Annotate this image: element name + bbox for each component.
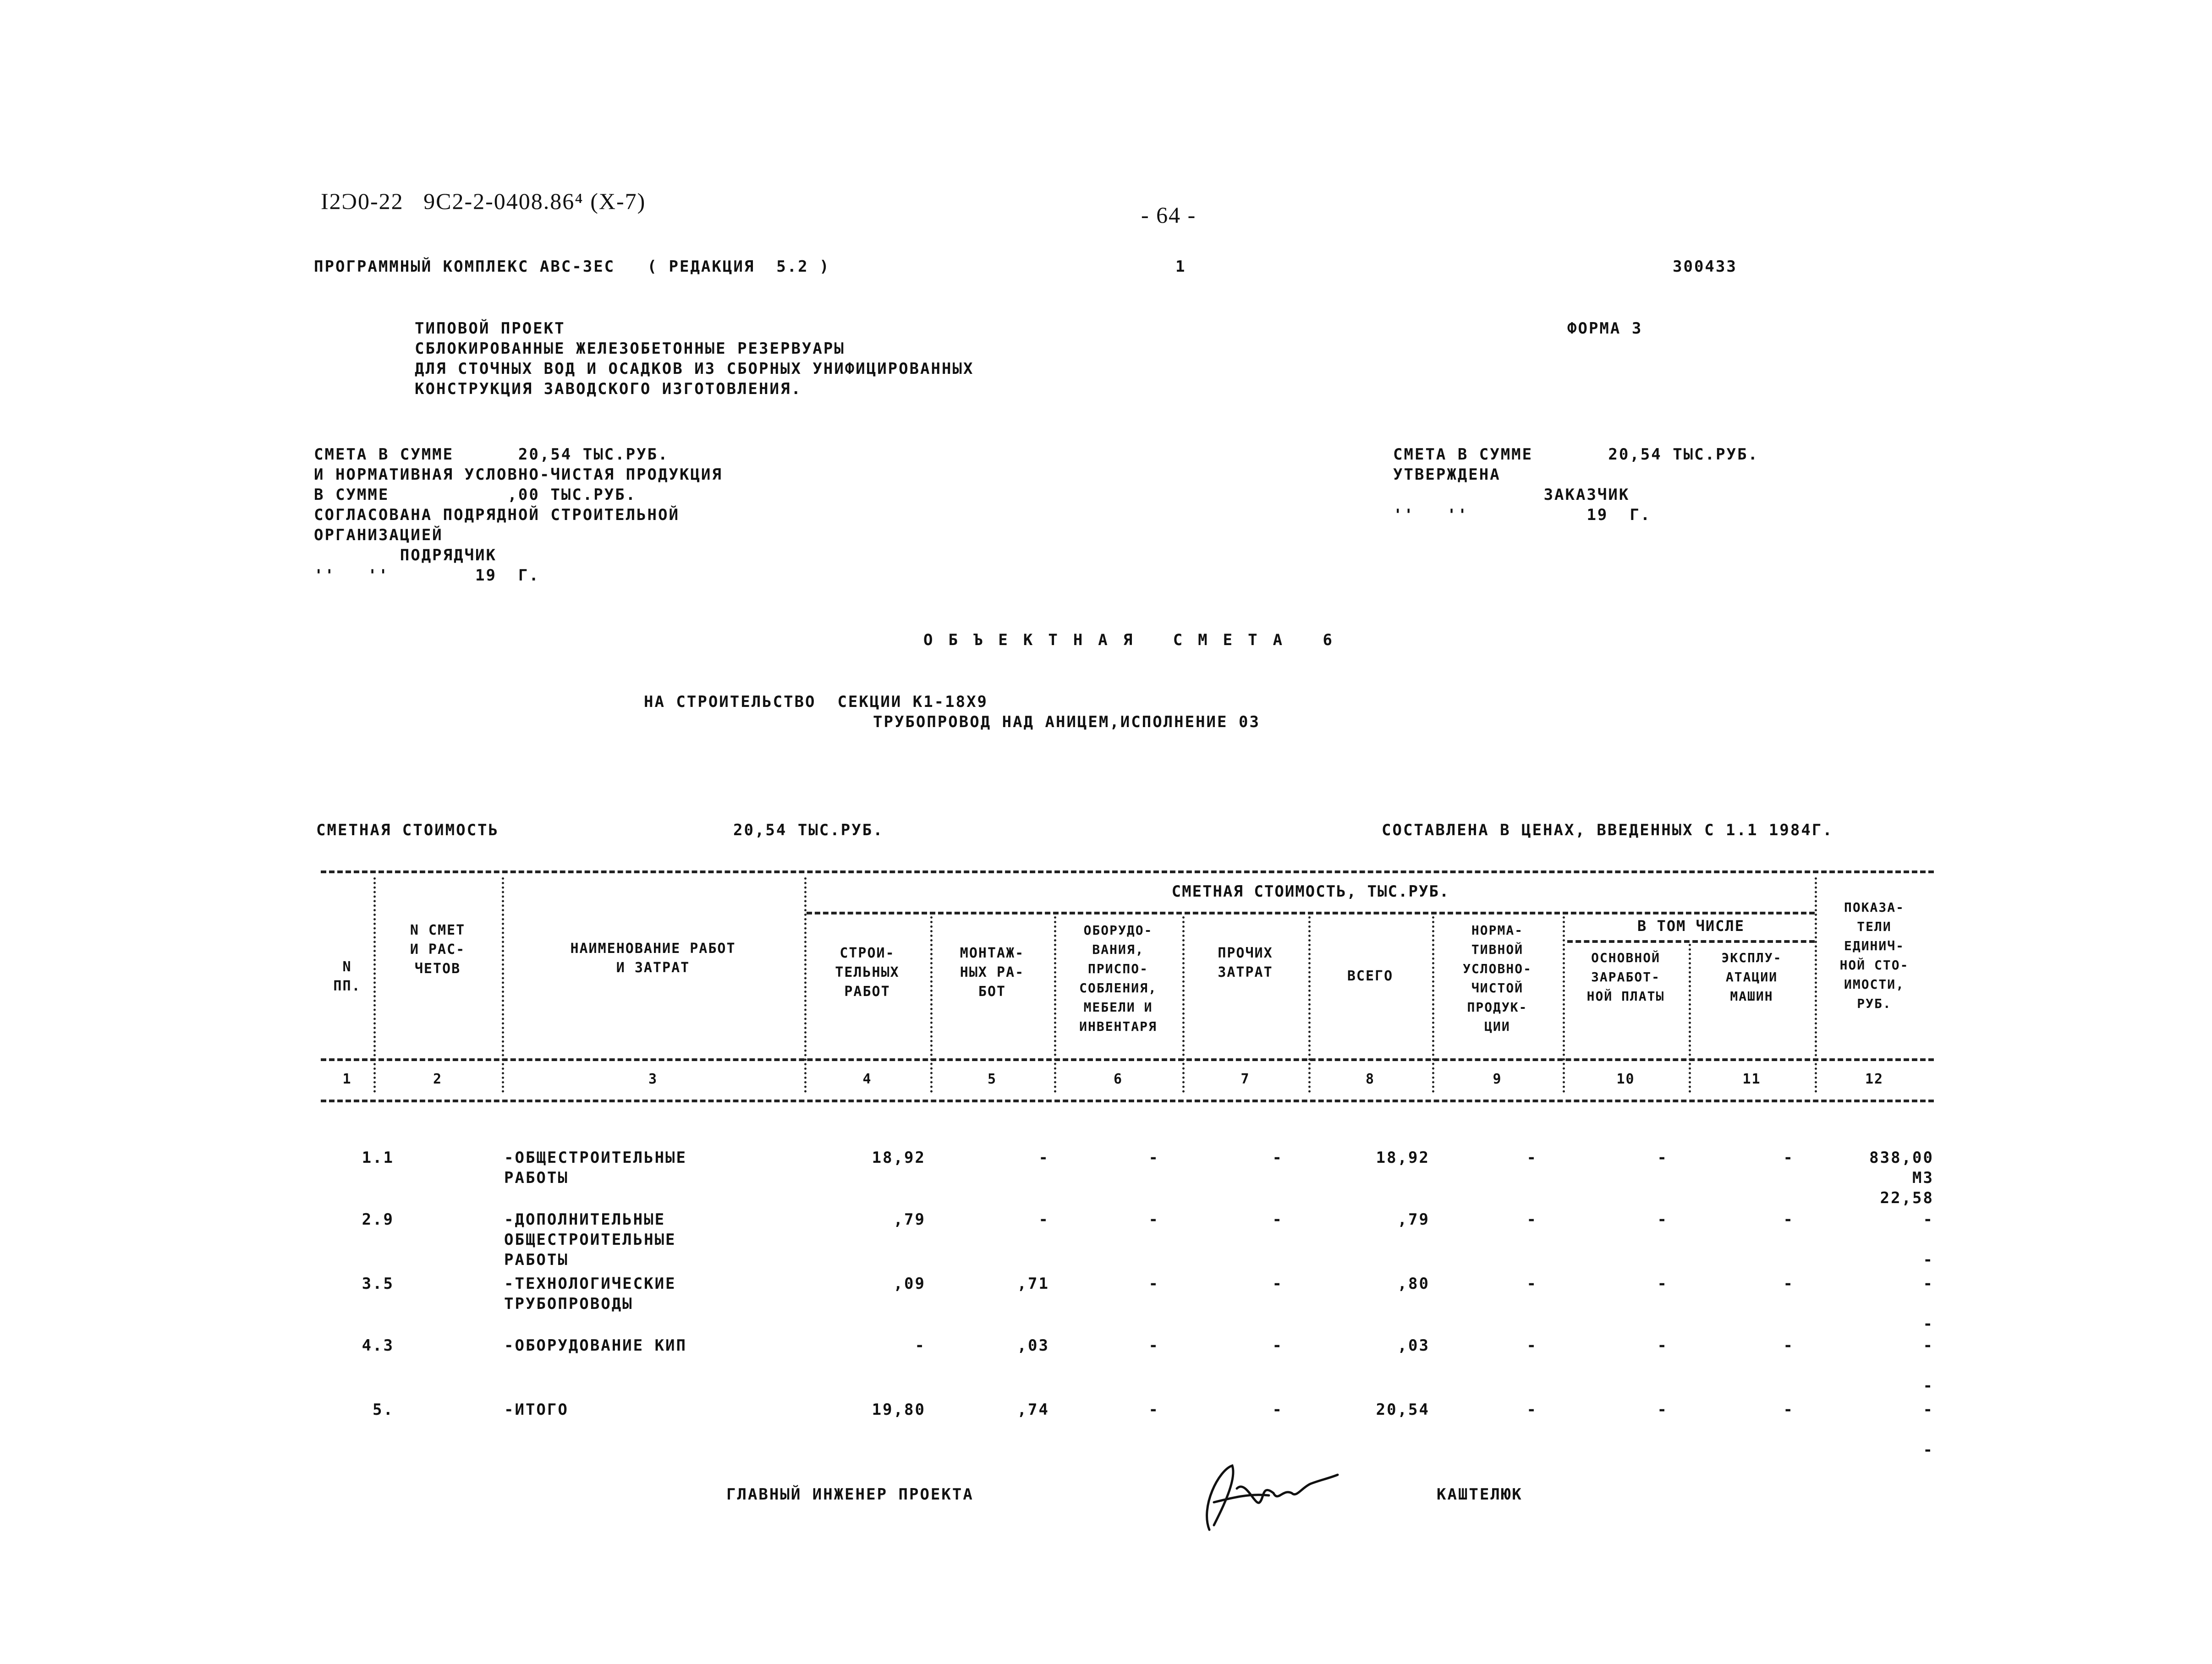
- prices-note: СОСТАВЛЕНА В ЦЕНАХ, ВВЕДЕННЫХ С 1.1 1984Г.: [1382, 821, 1833, 839]
- chief-engineer-label: ГЛАВНЫЙ ИНЖЕНЕР ПРОЕКТА: [726, 1485, 974, 1504]
- column-header-smeta: N СМЕТ И РАС- ЧЕТОВ: [410, 922, 466, 977]
- signature: [1173, 1443, 1338, 1535]
- left-approval-line: СМЕТА В СУММЕ 20,54 ТЫС.РУБ.: [314, 445, 669, 464]
- left-approval-line: '' '' 19 Г.: [314, 566, 540, 585]
- column-number: 9: [1493, 1071, 1502, 1087]
- left-approval-line: И НОРМАТИВНАЯ УСЛОВНО-ЧИСТАЯ ПРОДУКЦИЯ: [314, 465, 723, 484]
- program-page: 1: [1175, 257, 1186, 276]
- cell-construction: -: [915, 1336, 926, 1355]
- column-header-normative: НОРМА- ТИВНОЙ УСЛОВНО- ЧИСТОЙ ПРОДУК- ЦИИ: [1463, 923, 1532, 1034]
- cell-wages: -: [1657, 1336, 1668, 1355]
- cell-installation: -: [1038, 1149, 1049, 1167]
- cell-machines: -: [1783, 1275, 1794, 1293]
- table-rule-subgroup: [1567, 940, 1815, 943]
- cell-n: 5.: [373, 1401, 394, 1419]
- cell-name: -ОБЩЕСТРОИТЕЛЬНЫЕ РАБОТЫ: [504, 1149, 687, 1187]
- chief-engineer-name: КАШТЕЛЮК: [1437, 1485, 1523, 1504]
- cell-normative: -: [1526, 1149, 1537, 1167]
- cell-normative: -: [1526, 1336, 1537, 1355]
- project-line: КОНСТРУКЦИЯ ЗАВОДСКОГО ИЗГОТОВЛЕНИЯ.: [415, 380, 802, 398]
- table-group-header: СМЕТНАЯ СТОИМОСТЬ, ТЫС.РУБ.: [1171, 882, 1450, 901]
- column-number: 6: [1113, 1071, 1123, 1087]
- doc-number: 300433: [1673, 257, 1737, 276]
- column-header-other: ПРОЧИХ ЗАТРАТ: [1218, 945, 1273, 980]
- project-line: ДЛЯ СТОЧНЫХ ВОД И ОСАДКОВ ИЗ СБОРНЫХ УНИФИЦИРОВАННЫХ: [415, 360, 974, 378]
- column-header-unit-cost: ПОКАЗА- ТЕЛИ ЕДИНИЧ- НОЙ СТО- ИМОСТИ, РУБ.: [1839, 900, 1909, 1011]
- cell-unit-cost: 838,00 М3 22,58: [1869, 1149, 1934, 1207]
- cell-construction: ,09: [893, 1275, 926, 1293]
- table-rule-header: [321, 1058, 1934, 1061]
- right-approval-line: СМЕТА В СУММЕ 20,54 ТЫС.РУБ.: [1393, 445, 1759, 464]
- cell-construction: 19,80: [872, 1401, 926, 1419]
- column-number: 8: [1365, 1071, 1375, 1087]
- left-approval-line: ОРГАНИЗАЦИЕЙ: [314, 526, 443, 544]
- cell-n: 3.5: [362, 1275, 394, 1293]
- table-column-divider: [502, 877, 504, 1093]
- column-header-construction: СТРОИ- ТЕЛЬНЫХ РАБОТ: [835, 945, 900, 1000]
- table-rule-numbers: [321, 1100, 1934, 1102]
- construction-line: ТРУБОПРОВОД НАД АНИЦЕМ,ИСПОЛНЕНИЕ 03: [873, 713, 1260, 731]
- project-line: СБЛОКИРОВАННЫЕ ЖЕЛЕЗОБЕТОННЫЕ РЕЗЕРВУАРЫ: [415, 339, 845, 358]
- cell-machines: -: [1783, 1149, 1794, 1167]
- cell-total: 18,92: [1376, 1149, 1430, 1167]
- column-header-total: ВСЕГО: [1347, 968, 1394, 984]
- cell-name: -ОБОРУДОВАНИЕ КИП: [504, 1336, 687, 1355]
- cell-machines: -: [1783, 1210, 1794, 1229]
- cost-value: 20,54 ТЫС.РУБ.: [733, 821, 884, 839]
- table-column-divider: [373, 877, 376, 1093]
- table-column-divider: [930, 916, 933, 1093]
- table-subgroup-header: В ТОМ ЧИСЛЕ: [1637, 917, 1745, 935]
- cell-equipment: -: [1148, 1336, 1159, 1355]
- column-number: 2: [433, 1071, 443, 1087]
- left-approval-line: СОГЛАСОВАНА ПОДРЯДНОЙ СТРОИТЕЛЬНОЙ: [314, 506, 680, 524]
- cell-total: ,79: [1397, 1210, 1430, 1229]
- cell-wages: -: [1657, 1210, 1668, 1229]
- cell-total: ,80: [1397, 1275, 1430, 1293]
- cell-n: 2.9: [362, 1210, 394, 1229]
- cell-total: 20,54: [1376, 1401, 1430, 1419]
- column-header-installation: МОНТАЖ- НЫХ РА- БОТ: [960, 945, 1025, 1000]
- table-rule-top: [321, 870, 1934, 873]
- doc-code: I2Ͻ0-22 9С2-2-0408.86⁴ (Х-7): [321, 188, 646, 214]
- cell-installation: -: [1038, 1210, 1049, 1229]
- cell-other: -: [1272, 1401, 1283, 1419]
- cell-normative: -: [1526, 1401, 1537, 1419]
- cell-total: ,03: [1397, 1336, 1430, 1355]
- right-approval-line: ЗАКАЗЧИК: [1393, 486, 1630, 504]
- cell-machines: -: [1783, 1401, 1794, 1419]
- cell-name: -ИТОГО: [504, 1401, 569, 1419]
- cell-n: 1.1: [362, 1149, 394, 1167]
- cell-equipment: -: [1148, 1401, 1159, 1419]
- cell-unit-cost: - -: [1923, 1210, 1934, 1269]
- column-number: 11: [1742, 1071, 1761, 1087]
- column-number: 4: [862, 1071, 872, 1087]
- cell-name: -ДОПОЛНИТЕЛЬНЫЕ ОБЩЕСТРОИТЕЛЬНЫЕ РАБОТЫ: [504, 1210, 676, 1269]
- cell-installation: ,71: [1017, 1275, 1049, 1293]
- cell-installation: ,74: [1017, 1401, 1049, 1419]
- column-header-wages: ОСНОВНОЙ ЗАРАБОТ- НОЙ ПЛАТЫ: [1586, 950, 1665, 1004]
- cost-label: СМЕТНАЯ СТОИМОСТЬ: [316, 821, 499, 839]
- cell-installation: ,03: [1017, 1336, 1049, 1355]
- left-approval-line: В СУММЕ ,00 ТЫС.РУБ.: [314, 486, 637, 504]
- column-number: 1: [342, 1071, 352, 1087]
- cell-machines: -: [1783, 1336, 1794, 1355]
- project-line: ТИПОВОЙ ПРОЕКТ: [415, 319, 565, 338]
- left-approval-line: ПОДРЯДЧИК: [314, 546, 497, 564]
- construction-line: НА СТРОИТЕЛЬСТВО СЕКЦИИ К1-18Х9: [644, 693, 988, 711]
- column-header-equipment: ОБОРУДО- ВАНИЯ, ПРИСПО- СОБЛЕНИЯ, МЕБЕЛИ И ИНВЕНТАРЯ: [1079, 923, 1157, 1034]
- form-label: ФОРМА 3: [1567, 319, 1643, 338]
- cell-normative: -: [1526, 1210, 1537, 1229]
- cell-name: -ТЕХНОЛОГИЧЕСКИЕ ТРУБОПРОВОДЫ: [504, 1275, 676, 1313]
- cell-wages: -: [1657, 1275, 1668, 1293]
- right-approval-line: УТВЕРЖДЕНА: [1393, 465, 1501, 484]
- cell-wages: -: [1657, 1149, 1668, 1167]
- column-number: 5: [987, 1071, 997, 1087]
- column-header-machines: ЭКСПЛУ- АТАЦИИ МАШИН: [1721, 950, 1782, 1004]
- column-number: 10: [1616, 1071, 1635, 1087]
- document-title: ОБЪЕКТНАЯ СМЕТА 6: [923, 631, 1348, 649]
- cell-wages: -: [1657, 1401, 1668, 1419]
- cell-construction: 18,92: [872, 1149, 926, 1167]
- cell-unit-cost: - -: [1923, 1401, 1934, 1459]
- right-approval-line: '' '' 19 Г.: [1393, 506, 1652, 524]
- table-rule-group: [807, 912, 1815, 914]
- cell-unit-cost: - -: [1923, 1275, 1934, 1333]
- cell-normative: -: [1526, 1275, 1537, 1293]
- table-column-divider: [1308, 916, 1311, 1093]
- program-line: ПРОГРАММНЫЙ КОМПЛЕКС АВС-3ЕС ( РЕДАКЦИЯ 5.2 ): [314, 257, 830, 276]
- cell-equipment: -: [1148, 1149, 1159, 1167]
- cell-unit-cost: - -: [1923, 1336, 1934, 1395]
- cell-n: 4.3: [362, 1336, 394, 1355]
- column-header-n: N ПП.: [333, 959, 361, 994]
- cell-other: -: [1272, 1275, 1283, 1293]
- column-header-name: НАИМЕНОВАНИЕ РАБОТ И ЗАТРАТ: [570, 941, 736, 976]
- column-number: 12: [1865, 1071, 1884, 1087]
- cell-equipment: -: [1148, 1210, 1159, 1229]
- table-column-divider: [1182, 916, 1185, 1093]
- column-number: 3: [648, 1071, 658, 1087]
- cell-other: -: [1272, 1149, 1283, 1167]
- cell-equipment: -: [1148, 1275, 1159, 1293]
- cell-construction: ,79: [893, 1210, 926, 1229]
- cell-other: -: [1272, 1336, 1283, 1355]
- cell-other: -: [1272, 1210, 1283, 1229]
- page-number: - 64 -: [1141, 202, 1197, 228]
- column-number: 7: [1240, 1071, 1250, 1087]
